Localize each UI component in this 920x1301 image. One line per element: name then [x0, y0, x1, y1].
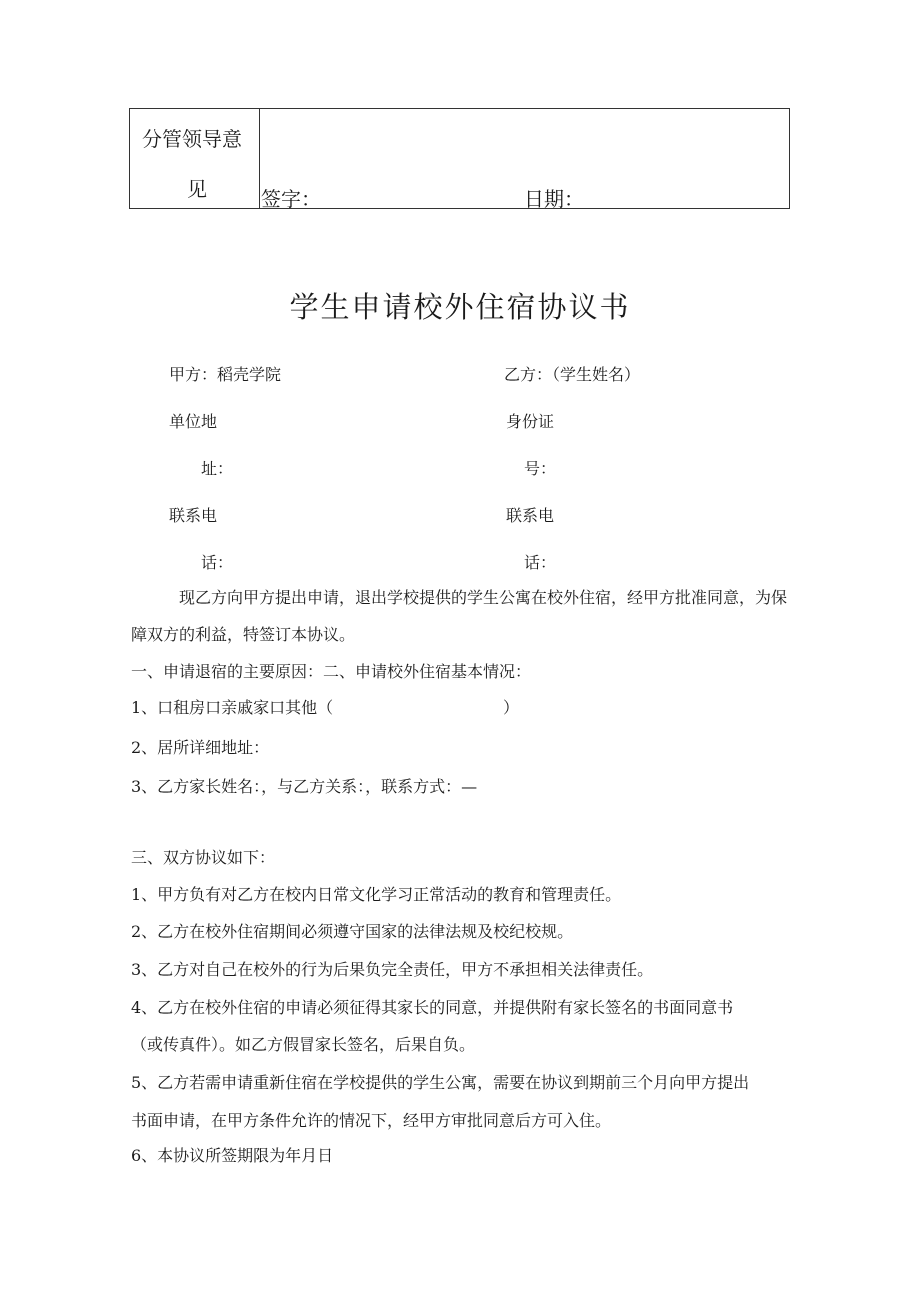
opinion-label-line2: 见: [187, 177, 207, 201]
agreement-item-1: 1、甲方负有对乙方在校内日常文化学习正常活动的教育和管理责任。: [131, 885, 622, 904]
party-b-label: 乙方：（学生姓名）: [504, 365, 641, 384]
agreement-item-3: 3、乙方对自己在校外的行为后果负完全责任，甲方不承担相关法律责任。: [131, 960, 654, 979]
situation-item-1-close: ）: [503, 698, 520, 717]
party-a-address-label-line1: 单位地: [169, 412, 218, 431]
leader-opinion-table: [129, 108, 790, 209]
agreement-item-4-continued: （或传真件）。如乙方假冒家长签名，后果自负。: [131, 1035, 476, 1054]
party-b-phone-label-line1: 联系电: [506, 506, 555, 525]
opinion-label-line1: 分管领导意: [142, 127, 242, 151]
situation-item-3: 3、乙方家长姓名：，与乙方关系：，联系方式：—: [131, 777, 478, 796]
party-a-label: 甲方：稻壳学院: [169, 365, 282, 384]
date-label: 日期：: [524, 187, 584, 211]
agreement-item-6: 6、本协议所签期限为年月日: [131, 1146, 334, 1165]
document-title: 学生申请校外住宿协议书: [289, 290, 631, 324]
party-a-address-label-line2: 址：: [201, 459, 234, 478]
situation-item-2: 2、居所详细地址：: [131, 738, 270, 757]
table-divider: [259, 109, 260, 208]
party-b-id-label-line1: 身份证: [506, 412, 555, 431]
section-one-two-heading: 一、申请退宿的主要原因：二、申请校外住宿基本情况：: [131, 662, 532, 681]
intro-paragraph: 现乙方向甲方提出申请，退出学校提供的学生公寓在校外住宿，经甲方批准同意，为保障双方的利益，特签订本协议。: [131, 588, 788, 644]
party-b-id-label-line2: 号：: [524, 459, 557, 478]
section-three-heading: 三、双方协议如下：: [131, 848, 276, 867]
sign-label: 签字：: [261, 187, 321, 211]
agreement-item-5-continued: 书面申请，在甲方条件允许的情况下，经甲方审批同意后方可入住。: [131, 1111, 612, 1130]
agreement-item-4: 4、乙方在校外住宿的申请必须征得其家长的同意，并提供附有家长签名的书面同意书: [131, 998, 734, 1017]
party-b-phone-label-line2: 话：: [524, 553, 557, 572]
situation-item-1: 1、口租房口亲戚家口其他（: [131, 698, 334, 717]
party-a-phone-label-line1: 联系电: [169, 506, 218, 525]
party-a-phone-label-line2: 话：: [201, 553, 234, 572]
agreement-item-2: 2、乙方在校外住宿期间必须遵守国家的法律法规及校纪校规。: [131, 922, 574, 941]
agreement-item-5: 5、乙方若需申请重新住宿在学校提供的学生公寓，需要在协议到期前三个月向甲方提出: [131, 1073, 750, 1092]
